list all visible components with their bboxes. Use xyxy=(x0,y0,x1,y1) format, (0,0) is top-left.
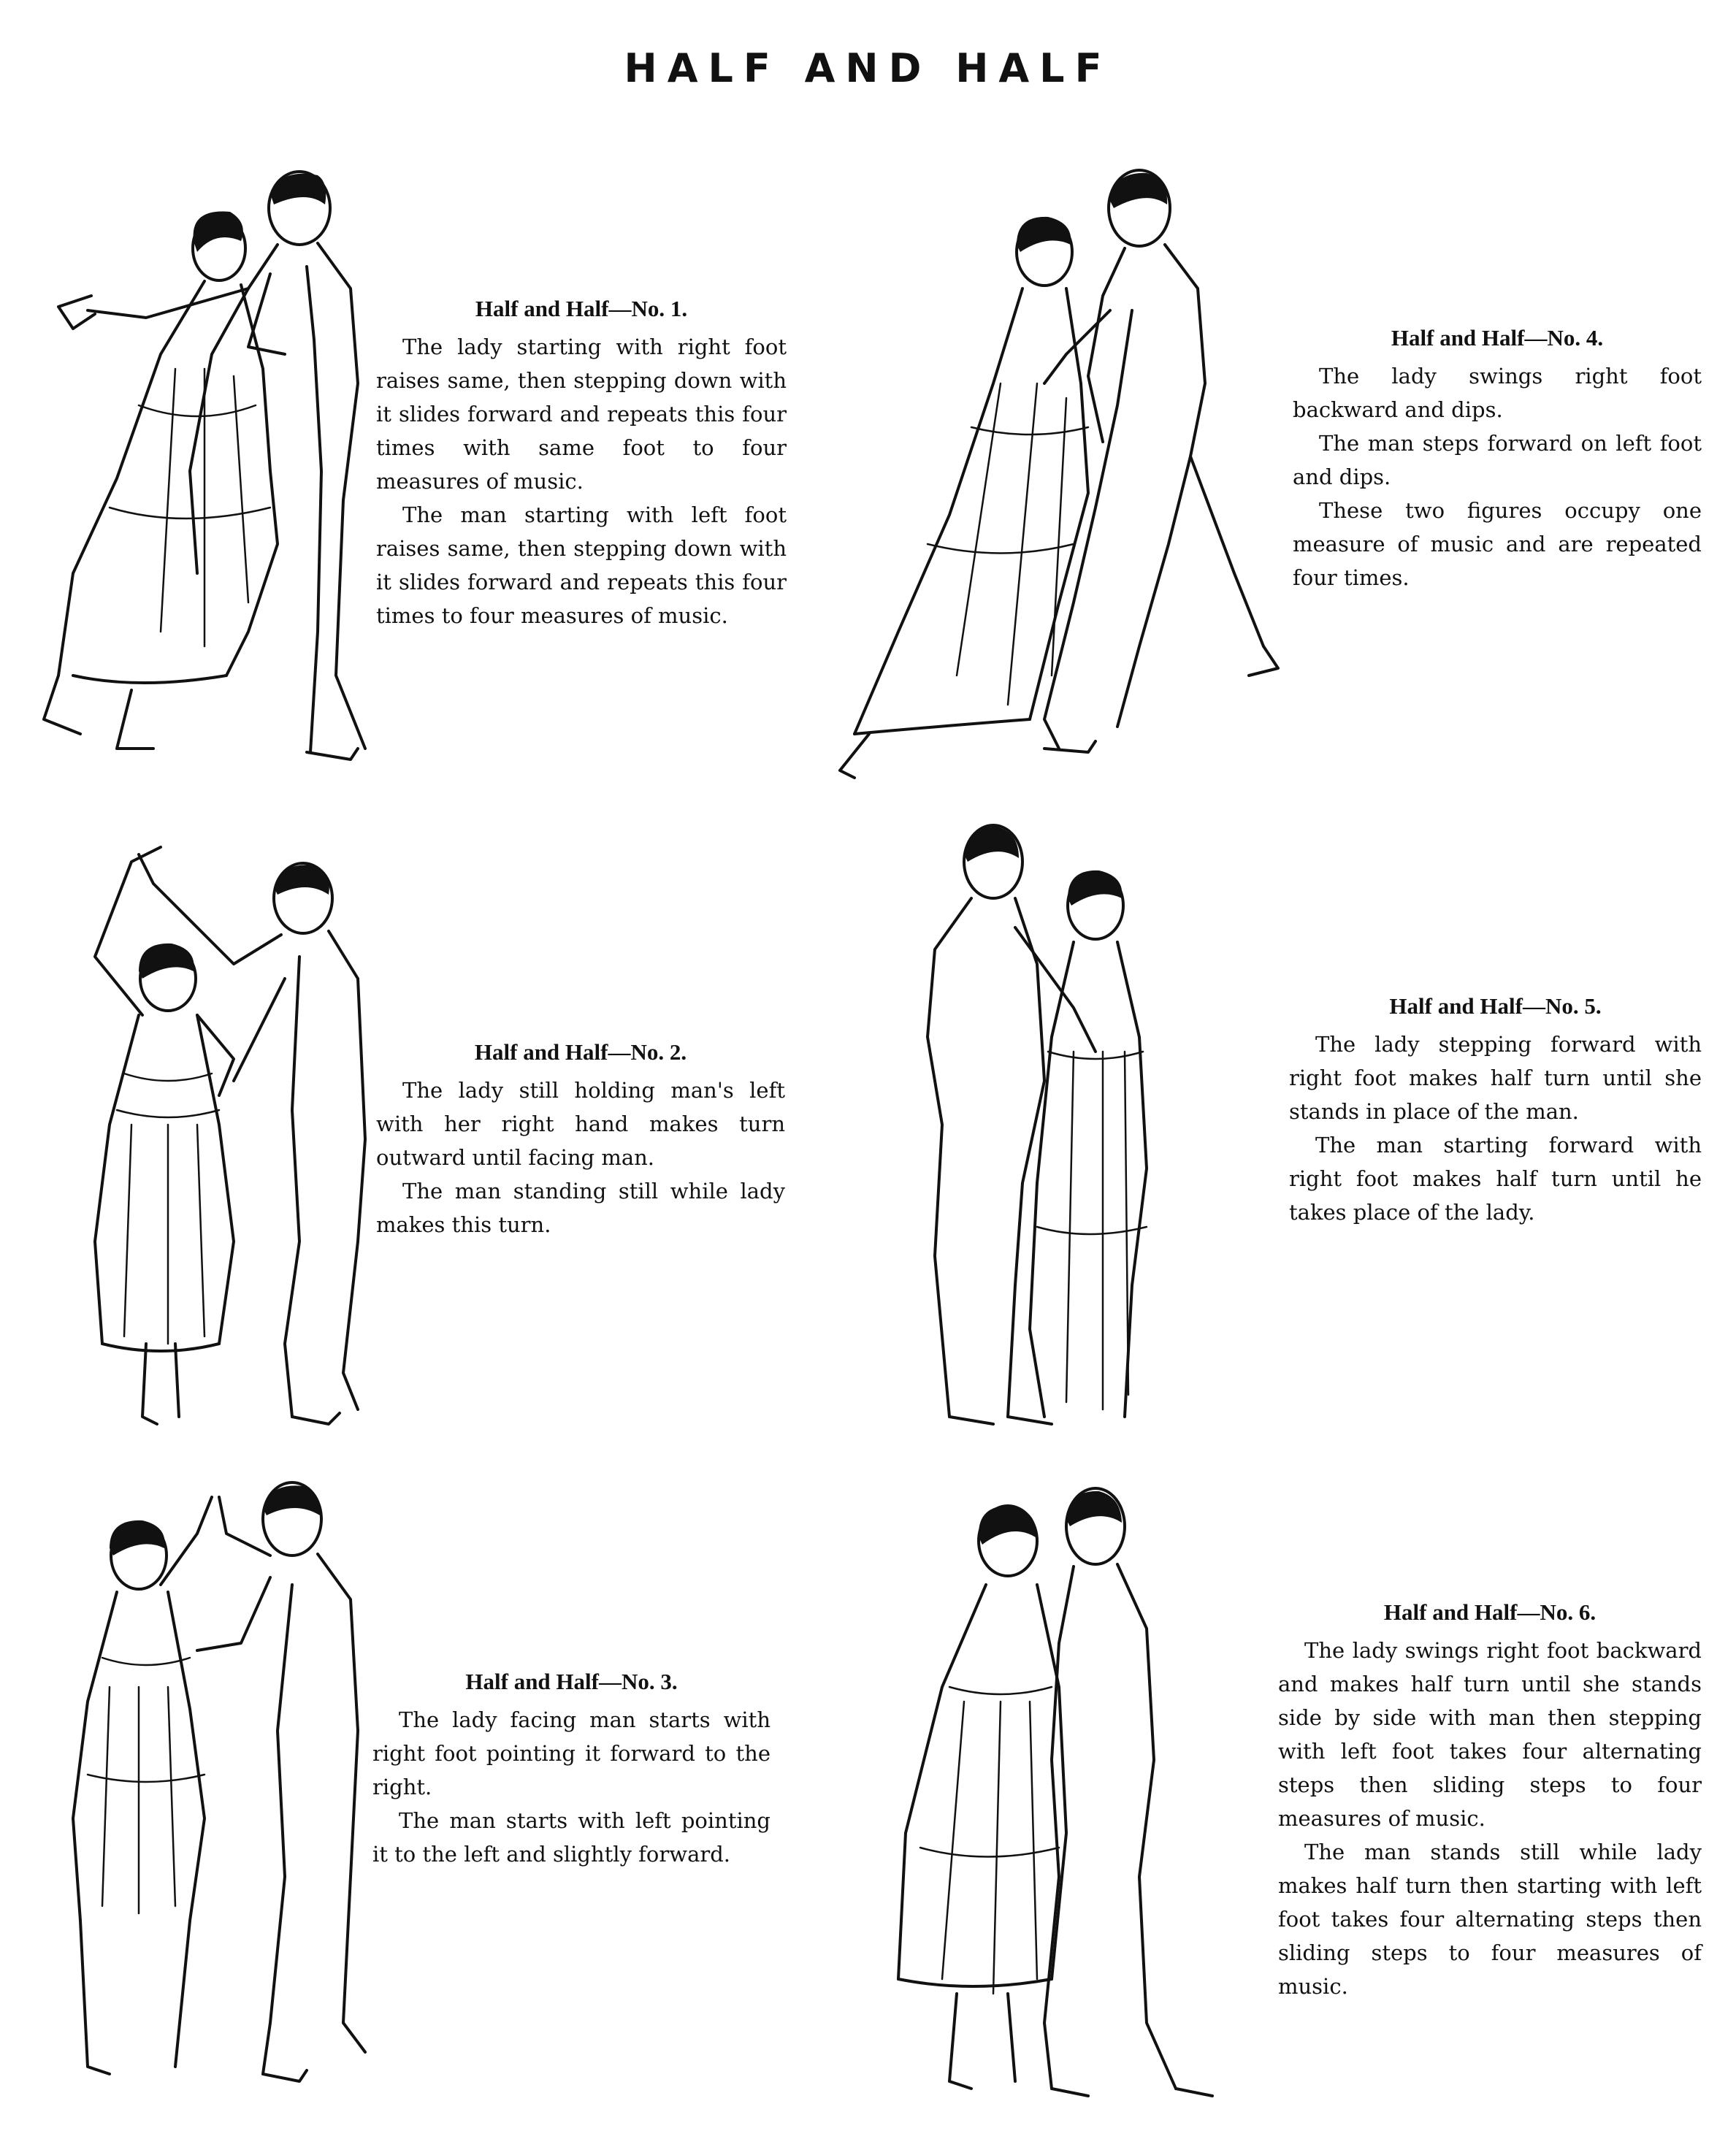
section-paragraph: The man starts with left pointing it to the left and slightly forward. xyxy=(372,1808,771,1867)
section-paragraph: The man starting forward with right foot makes half turn until he takes place of the lady. xyxy=(1289,1133,1702,1225)
section-6 xyxy=(1278,1596,1702,2003)
section-2 xyxy=(376,1036,785,1241)
section-heading: Half and Half—No. 1. xyxy=(475,296,688,321)
section-paragraph: The lady still holding man's left with her right hand makes turn outward until facing man. xyxy=(376,1078,785,1170)
section-4 xyxy=(1293,321,1702,594)
section-paragraph: The man steps forward on left foot and dips. xyxy=(1293,431,1702,489)
section-heading: Half and Half—No. 4. xyxy=(1391,325,1604,351)
illustration-figure-2 xyxy=(51,833,387,1446)
section-heading: Half and Half—No. 2. xyxy=(474,1039,687,1065)
section-paragraph: The man starting with left foot raises same, then stepping down with it slides forward and repeats this four times to four measures of music. xyxy=(376,502,787,628)
section-paragraph: The man stands still while lady makes half turn then starting with left foot takes four alternating steps then sliding steps to four measures of music. xyxy=(1278,1840,1702,1999)
section-5 xyxy=(1289,990,1702,1229)
illustration-figure-6 xyxy=(869,1468,1249,2111)
page-title: HALF AND HALF xyxy=(624,45,1112,91)
section-paragraph: The lady swings right foot backward and dips. xyxy=(1293,364,1702,422)
section-paragraph: The man standing still while lady makes this turn. xyxy=(376,1179,785,1237)
section-paragraph: The lady swings right foot backward and makes half turn until she stands side by side with man then stepping with left foot takes four alternating steps then sliding steps to four measures of music. xyxy=(1278,1638,1702,1831)
illustration-figure-4 xyxy=(825,164,1300,785)
section-1 xyxy=(376,292,787,632)
section-heading: Half and Half—No. 6. xyxy=(1383,1599,1597,1625)
illustration-figure-5 xyxy=(906,818,1212,1439)
illustration-figure-3 xyxy=(51,1468,387,2111)
section-paragraph: The lady stepping forward with right foot makes half turn until she stands in place of the man. xyxy=(1289,1032,1702,1124)
section-paragraph: The lady starting with right foot raises same, then stepping down with it slides forward and repeats this four times with same foot to four measures of music. xyxy=(376,334,787,494)
section-heading: Half and Half—No. 5. xyxy=(1389,993,1602,1019)
section-heading: Half and Half—No. 3. xyxy=(465,1669,678,1694)
section-3 xyxy=(372,1665,771,1871)
illustration-figure-1 xyxy=(29,164,380,785)
section-paragraph: These two figures occupy one measure of music and are repeated four times. xyxy=(1293,498,1702,590)
section-paragraph: The lady facing man starts with right foot pointing it forward to the right. xyxy=(372,1707,771,1799)
